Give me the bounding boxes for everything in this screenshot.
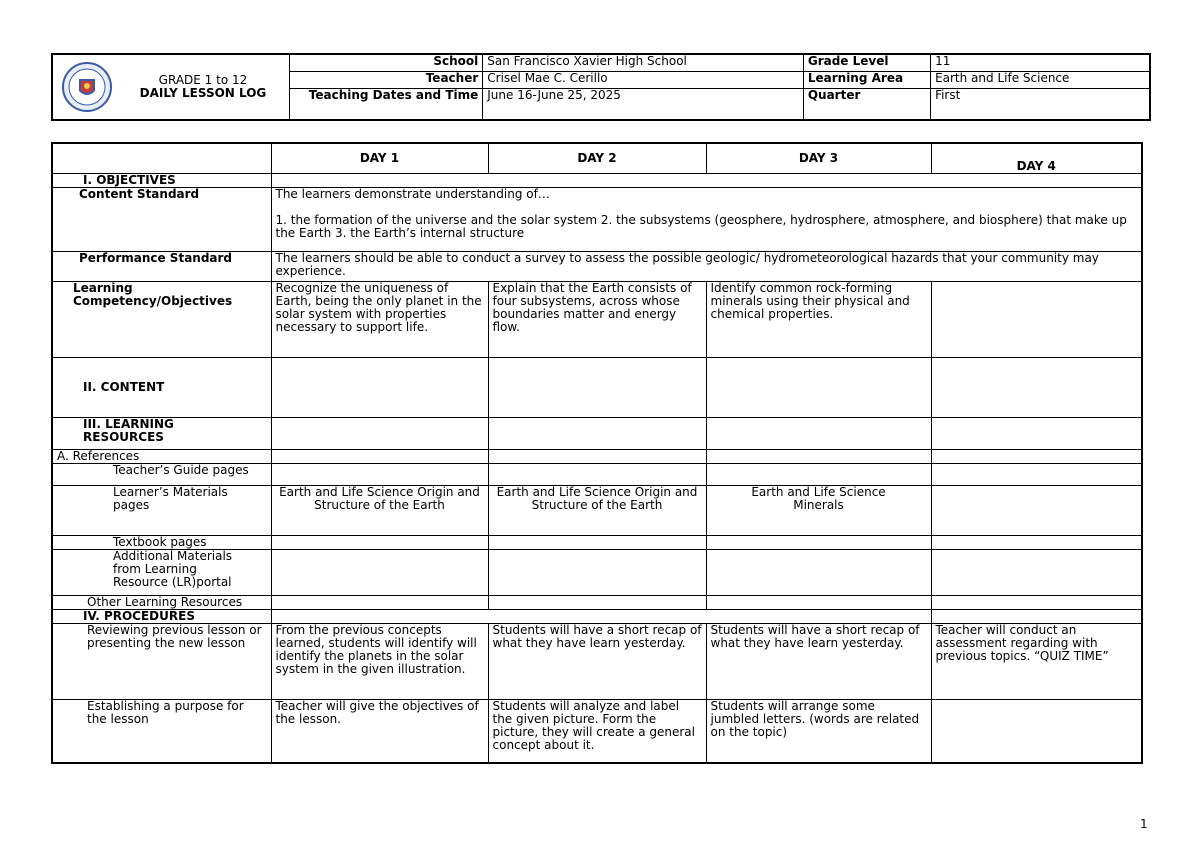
textbook-day3 (706, 535, 931, 549)
purpose-label: Establishing a purpose for the lesson (52, 699, 271, 763)
grade-level-value: 11 (931, 54, 1150, 72)
content-standard-intro: The learners demonstrate understanding of… (275, 187, 550, 201)
other-day4 (931, 595, 1142, 609)
competency-day1: Recognize the uniqueness of Earth, being the only planet in the solar system with properties necessary to support life. (271, 281, 488, 357)
procedures-blank (271, 609, 931, 623)
grade-level-label: Grade Level (803, 54, 930, 72)
performance-standard-label: Performance Standard (52, 251, 271, 281)
area-value: Earth and Life Science (931, 72, 1150, 89)
lm-day1: Earth and Life Science Origin and Structure of the Earth (271, 485, 488, 535)
teacher-label: Teacher (289, 72, 482, 89)
lm-label: Learner’s Materials pages (52, 485, 271, 535)
lm-day3: Earth and Life Science Minerals (706, 485, 931, 535)
content-heading: II. CONTENT (52, 357, 271, 417)
purpose-day2: Students will analyze and label the given picture. Form the picture, they will create a general concept about it. (488, 699, 706, 763)
tg-day2 (488, 463, 706, 485)
corner-cell (52, 143, 271, 173)
additional-day1 (271, 549, 488, 595)
day3-heading: DAY 3 (706, 143, 931, 173)
resources-day2 (488, 417, 706, 449)
competency-day2: Explain that the Earth consists of four subsystems, across whose boundaries matter and energy flow. (488, 281, 706, 357)
logo-cell (52, 54, 289, 120)
competency-day4 (931, 281, 1142, 357)
page-number: 1 (1140, 817, 1148, 831)
dates-label: Teaching Dates and Time (289, 89, 482, 121)
resources-day3 (706, 417, 931, 449)
performance-standard-body: The learners should be able to conduct a survey to assess the possible geologic/ hydrometeorological hazards that your community may experience. (271, 251, 1142, 281)
content-standard-body: 1. the formation of the universe and the solar system 2. the subsystems (geosphere, hydrosphere, atmosphere, and biosphere) that make up the Earth 3. the Earth’s internal structure (275, 212, 1127, 240)
additional-label: Additional Materials from Learning Resource (LR)portal (52, 549, 271, 595)
tg-day4 (931, 463, 1142, 485)
objectives-heading: I. OBJECTIVES (52, 173, 271, 187)
resources-heading: III. LEARNING RESOURCES (52, 417, 271, 449)
day2-heading: DAY 2 (488, 143, 706, 173)
additional-day4 (931, 549, 1142, 595)
teacher-value: Crisel Mae C. Cerillo (483, 72, 804, 89)
textbook-day1 (271, 535, 488, 549)
grade-line: GRADE 1 to 12 (158, 73, 248, 87)
lm-day2: Earth and Life Science Origin and Structure of the Earth (488, 485, 706, 535)
header-table (51, 53, 1151, 121)
content-standard-label: Content Standard (52, 187, 271, 251)
other-day1 (271, 595, 488, 609)
procedures-day4 (931, 609, 1142, 623)
school-label: School (289, 54, 482, 72)
references-day2 (488, 449, 706, 463)
references-day3 (706, 449, 931, 463)
content-day2 (488, 357, 706, 417)
tg-day3 (706, 463, 931, 485)
other-day2 (488, 595, 706, 609)
procedures-heading: IV. PROCEDURES (52, 609, 271, 623)
purpose-day1: Teacher will give the objectives of the lesson. (271, 699, 488, 763)
quarter-label: Quarter (803, 89, 930, 121)
references-label: A. References (52, 449, 271, 463)
content-day4 (931, 357, 1142, 417)
objectives-blank (271, 173, 1142, 187)
content-standard-cell (271, 187, 1142, 251)
dates-value: June 16-June 25, 2025 (483, 89, 804, 121)
other-day3 (706, 595, 931, 609)
day1-heading: DAY 1 (271, 143, 488, 173)
purpose-day3: Students will arrange some jumbled letters. (words are related on the topic) (706, 699, 931, 763)
day4-heading: DAY 4 (931, 143, 1142, 173)
school-seal-icon (61, 61, 113, 113)
log-title: DAILY LESSON LOG (139, 86, 267, 100)
review-day2: Students will have a short recap of what they have learn yesterday. (488, 623, 706, 699)
lesson-table (51, 142, 1143, 764)
quarter-value: First (931, 89, 1150, 121)
content-day1 (271, 357, 488, 417)
area-label: Learning Area (803, 72, 930, 89)
review-label: Reviewing previous lesson or presenting the new lesson (52, 623, 271, 699)
additional-day2 (488, 549, 706, 595)
competency-label: Learning Competency/Objectives (52, 281, 271, 357)
review-day1: From the previous concepts learned, students will identify will identify the planets in the solar system in the given illustration. (271, 623, 488, 699)
review-day4: Teacher will conduct an assessment regarding with previous topics. “QUIZ TIME” (931, 623, 1142, 699)
tg-day1 (271, 463, 488, 485)
content-day3 (706, 357, 931, 417)
lm-day4 (931, 485, 1142, 535)
resources-day1 (271, 417, 488, 449)
resources-day4 (931, 417, 1142, 449)
additional-day3 (706, 549, 931, 595)
references-day1 (271, 449, 488, 463)
other-label: Other Learning Resources (52, 595, 271, 609)
review-day3: Students will have a short recap of what they have learn yesterday. (706, 623, 931, 699)
school-value: San Francisco Xavier High School (483, 54, 804, 72)
tg-label: Teacher’s Guide pages (52, 463, 271, 485)
competency-day3: Identify common rock-forming minerals using their physical and chemical properties. (706, 281, 931, 357)
purpose-day4 (931, 699, 1142, 763)
textbook-day4 (931, 535, 1142, 549)
textbook-day2 (488, 535, 706, 549)
textbook-label: Textbook pages (52, 535, 271, 549)
references-day4 (931, 449, 1142, 463)
